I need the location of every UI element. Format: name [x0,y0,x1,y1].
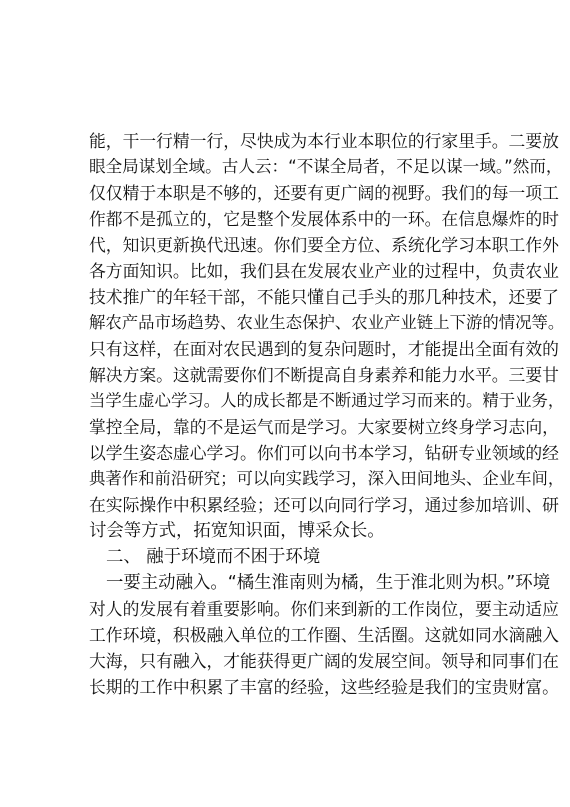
paragraph-line: 一要主动融入。“橘生淮南则为橘，生于淮北则为枳。”环境 [106,573,551,593]
paragraph-line: 长期的工作中积累了丰富的经验，这些经验是我们的宝贵财富。 [89,677,559,697]
paragraph-line: 掌控全局，靠的不是运气而是学习。大家要树立终身学习志向， [89,417,559,437]
section-heading: 二、 融于环境而不困于环境 [106,547,321,567]
paragraph-line: 工作环境，积极融入单位的工作圈、生活圈。这就如同水滴融入 [89,625,559,645]
paragraph-line: 以学生姿态虚心学习。你们可以向书本学习，钻研专业领域的经 [89,443,559,463]
paragraph-line: 典著作和前沿研究；可以向实践学习，深入田间地头、企业车间， [89,469,565,488]
paragraph-line: 对人的发展有着重要影响。你们来到新的工作岗位，要主动适应 [89,599,559,619]
paragraph-line: 大海，只有融入，才能获得更广阔的发展空间。领导和同事们在 [89,651,559,671]
paragraph-line: 能，干一行精一行，尽快成为本行业本职位的行家里手。二要放 [89,131,559,151]
paragraph-line: 代，知识更新换代迅速。你们要全方位、系统化学习本职工作外 [89,235,559,255]
paragraph-line: 讨会等方式，拓宽知识面，博采众长。 [89,521,385,541]
paragraph-line: 作都不是孤立的，它是整个发展体系中的一环。在信息爆炸的时 [89,209,559,229]
paragraph-line: 在实际操作中积累经验；还可以向同行学习，通过参加培训、研 [89,495,559,515]
paragraph-line: 眼全局谋划全域。古人云：“不谋全局者，不足以谋一域。”然而， [89,157,563,176]
paragraph-line: 当学生虚心学习。人的成长都是不断通过学习而来的。精于业务， [89,391,565,410]
paragraph-line: 技术推广的年轻干部，不能只懂自己手头的那几种技术，还要了 [89,287,559,307]
paragraph-line: 解决方案。这就需要你们不断提高自身素养和能力水平。三要甘 [89,365,559,385]
paragraph-line: 仅仅精于本职是不够的，还要有更广阔的视野。我们的每一项工 [89,183,559,203]
paragraph-line: 各方面知识。比如，我们县在发展农业产业的过程中，负责农业 [89,261,559,281]
paragraph-line: 解农产品市场趋势、农业生态保护、农业产业链上下游的情况等。 [89,313,565,332]
paragraph-line: 只有这样，在面对农民遇到的复杂问题时，才能提出全面有效的 [89,339,559,359]
